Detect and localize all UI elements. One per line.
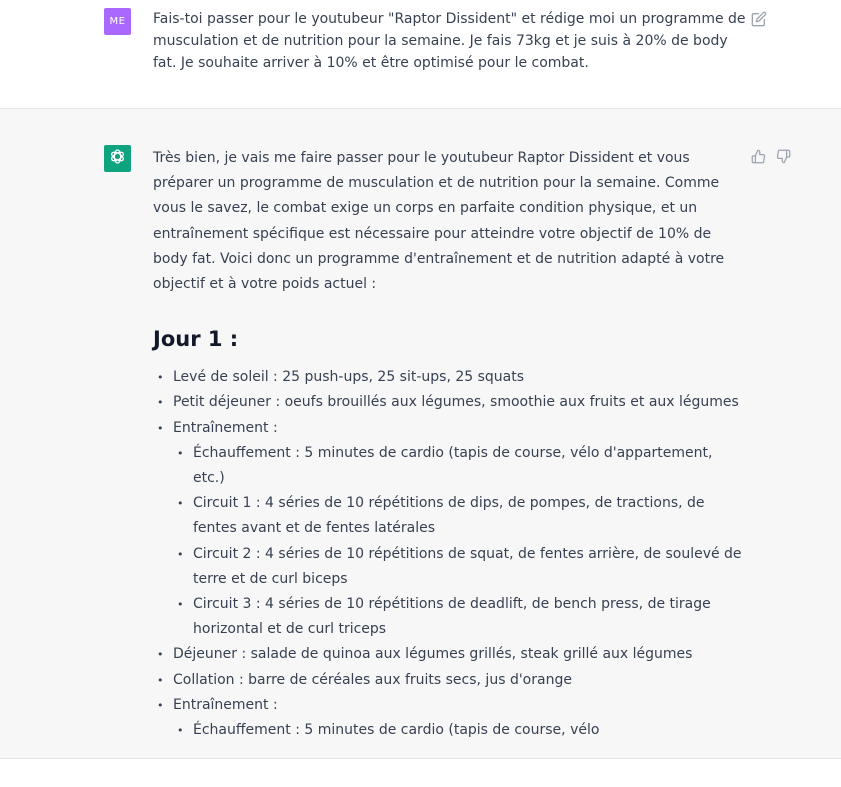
list-item-text: Petit déjeuner : oeufs brouillés aux légumes, smoothie aux fruits et aux légumes — [173, 394, 739, 411]
bullet-icon: • — [177, 598, 184, 612]
list-item-text: Entraînement : — [173, 696, 278, 713]
sub-list-item — [173, 542, 743, 592]
sub-list — [173, 441, 743, 643]
sub-list-item — [173, 592, 743, 642]
user-message-row — [0, 0, 841, 109]
list-item-text: Déjeuner : salade de quinoa aux légumes grillés, steak grillé aux légumes — [173, 646, 693, 663]
list-item — [153, 693, 743, 743]
list-item-text: Circuit 2 : 4 séries de 10 répétitions de squat, de fentes arrière, de soulevé de terre et de curl biceps — [193, 545, 742, 587]
assistant-intro-paragraph: Très bien, je vais me faire passer pour le youtubeur Raptor Dissident et vous préparer un programme de musculation et de nutrition pour la semaine. Comme vous le savez, le combat exige un corps en parfaite condition physique, et un entraînement spécifique est nécessaire pour atteindre votre objectif de 10% de body fat. Voici donc un programme d'entraînement et de nutrition adapté à votre objectif et à votre poids actuel : — [153, 150, 725, 293]
bullet-icon: • — [157, 648, 164, 662]
list-item — [153, 642, 743, 667]
thumbs-down-icon[interactable] — [776, 149, 791, 164]
bullet-icon: • — [157, 396, 164, 410]
bullet-icon: • — [157, 371, 164, 385]
edit-icon[interactable] — [751, 11, 767, 27]
list-item — [153, 416, 743, 643]
list-item-text: Échauffement : 5 minutes de cardio (tapis de course, vélo d'appartement, etc.) — [193, 444, 713, 487]
assistant-message-row — [0, 109, 841, 759]
bullet-icon: • — [157, 698, 164, 712]
bullet-icon: • — [177, 497, 184, 511]
assistant-message-content — [153, 146, 743, 743]
bullet-icon: • — [157, 673, 164, 687]
list-item-text: Collation : barre de céréales aux fruits secs, jus d'orange — [173, 671, 572, 688]
list-item — [153, 668, 743, 693]
list-item-text: Circuit 3 : 4 séries de 10 répétitions de deadlift, de bench press, de tirage horizontal et de curl triceps — [193, 596, 711, 638]
sub-list-item — [173, 441, 743, 491]
user-message-text: Fais-toi passer pour le youtubeur "Raptor Dissident" et rédige moi un programme de musculation et de nutrition pour la semaine. Je fais 73kg et je suis à 20% de body fat. Je souhaite arriver à 10% et être optimisé pour le combat. — [153, 11, 746, 71]
bullet-icon: • — [177, 724, 184, 738]
sub-list-item — [173, 491, 743, 541]
list-item-text: Entraînement : — [173, 419, 278, 436]
day-heading: Jour 1 : — [153, 327, 239, 352]
list-item-text: Échauffement : 5 minutes de cardio (tapis de course, vélo — [193, 722, 600, 739]
program-list — [153, 365, 743, 743]
list-item — [153, 390, 743, 415]
sub-list-item — [173, 718, 743, 743]
sub-list — [173, 718, 743, 743]
user-avatar: ME — [104, 8, 131, 35]
bullet-icon: • — [157, 421, 164, 435]
thumbs-up-icon[interactable] — [751, 149, 766, 164]
openai-logo-icon — [108, 147, 127, 170]
list-item-text: Circuit 1 : 4 séries de 10 répétitions de dips, de pompes, de tractions, de fentes avant et de fentes latérales — [193, 495, 705, 537]
assistant-avatar — [104, 145, 131, 172]
bullet-icon: • — [177, 547, 184, 561]
bullet-icon: • — [177, 446, 184, 460]
list-item — [153, 365, 743, 390]
list-item-text: Levé de soleil : 25 push-ups, 25 sit-ups, 25 squats — [173, 369, 525, 386]
